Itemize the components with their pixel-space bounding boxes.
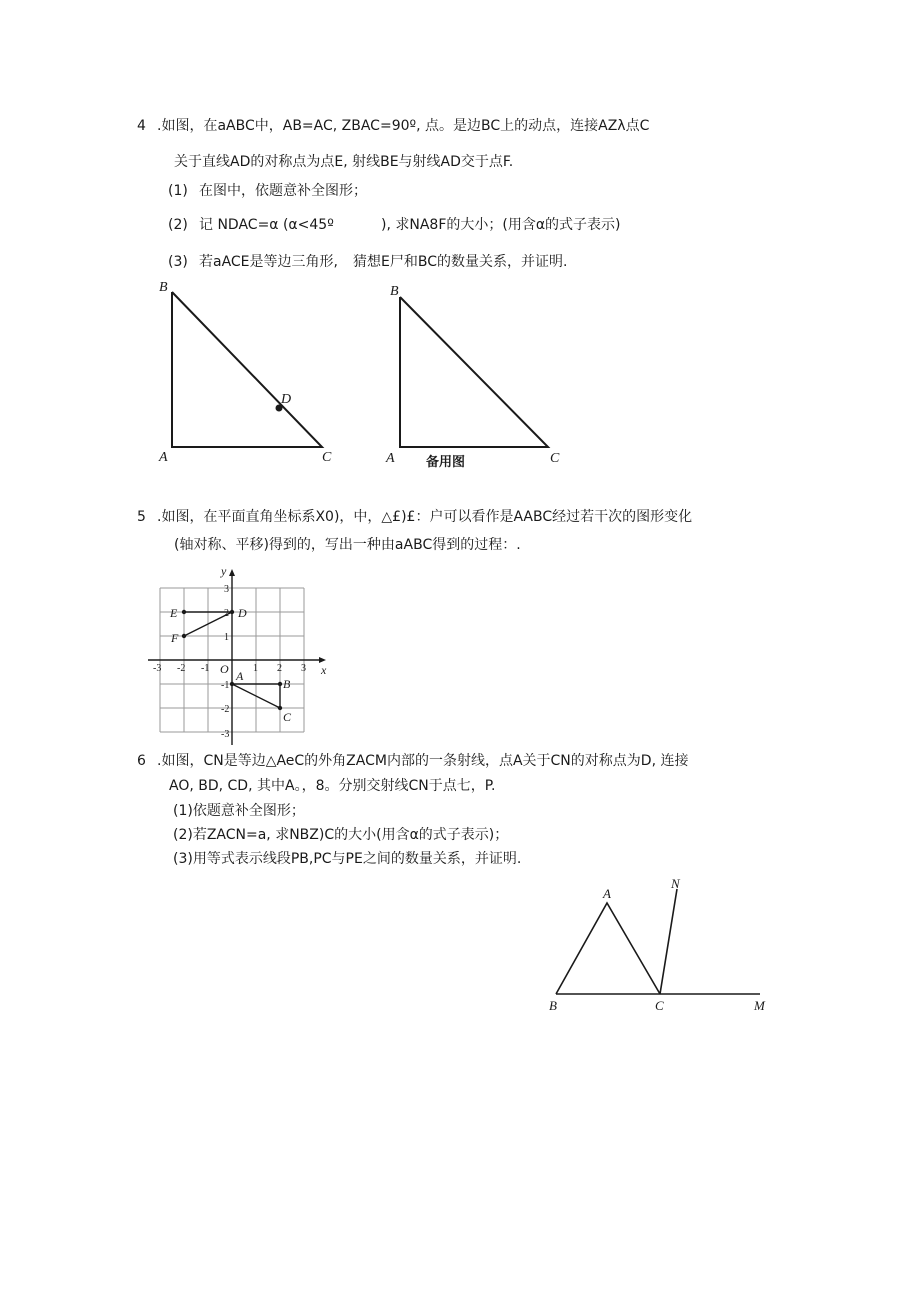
point-a [230, 682, 234, 686]
q4-part3-number: (3) [168, 254, 188, 270]
x-tick-2: 2 [277, 663, 282, 674]
y-tick-neg2: -2 [221, 704, 230, 715]
label-a: A [386, 451, 395, 466]
q5-number: 5 [137, 509, 146, 525]
point-b [278, 682, 282, 686]
triangle-abc [556, 903, 660, 994]
point-c [278, 706, 282, 710]
axis-label-x: x [321, 663, 327, 677]
x-tick-neg3: -3 [153, 663, 162, 674]
q4-part2-text-a: 记 NDAC=α (α<45º [199, 217, 334, 233]
label-b: B [283, 677, 291, 691]
q4-stem-line1: .如图，在aABC中，AB=AC, ZBAC=90º, 点。是边BC上的动点，连接AZλ点C [157, 118, 650, 134]
x-tick-1: 1 [253, 663, 258, 674]
label-d: D [238, 606, 247, 620]
label-a: A [159, 450, 168, 465]
label-e: E [170, 606, 178, 620]
ray-cn [660, 889, 677, 994]
label-n: N [671, 876, 680, 891]
q5-coordinate-grid [140, 560, 340, 745]
label-d: D [281, 392, 292, 407]
y-tick-1: 1 [224, 632, 229, 643]
x-tick-neg2: -2 [177, 663, 186, 674]
point-e [182, 610, 186, 614]
label-b: B [549, 998, 557, 1013]
label-a: A [603, 886, 611, 901]
y-axis-arrow [229, 569, 235, 576]
axis-label-y: y [221, 564, 227, 578]
label-c: C [550, 451, 560, 466]
q6-number: 6 [137, 753, 146, 769]
triangle-abc [172, 292, 322, 447]
q6-part3-text: (3)用等式表示线段PB,PC与PE之间的数量关系，并证明. [173, 851, 522, 867]
q4-figure-spare [380, 275, 580, 470]
q6-stem-line2: AO, BD, CD, 其中A。，8。分别交射线CN于点七，P. [169, 778, 496, 794]
point-f [182, 634, 186, 638]
triangle-abc-spare [400, 297, 548, 447]
q5-stem-line2: (轴对称、平移)得到的，写出一种由aABC得到的过程：. [174, 537, 521, 553]
q4-part3-text-b: 猜想E尸和BC的数量关系，并证明. [353, 254, 568, 270]
label-c: C [655, 998, 664, 1013]
point-d [230, 610, 234, 614]
label-c: C [322, 450, 332, 465]
q6-stem-line1: .如图，CN是等边△AeC的外角ZACM内部的一条射线，点A关于CN的对称点为D, 连接 [157, 753, 689, 769]
q6-part2-text: (2)若ZACN=a, 求NBZ)C的大小(用含α的式子表示)； [173, 827, 509, 843]
label-a: A [236, 669, 244, 683]
y-tick-neg1: -1 [221, 680, 230, 691]
label-m: M [754, 998, 765, 1013]
q4-stem-line2: 关于直线AD的对称点为点E, 射线BE与射线AD交于点F. [174, 154, 514, 170]
q4-part1-text: 在图中，依题意补全图形； [199, 183, 367, 199]
q4-part2-number: (2) [168, 217, 188, 233]
label-b: B [390, 284, 399, 299]
y-tick-neg3: -3 [221, 729, 230, 740]
q6-figure [540, 872, 780, 1017]
q4-number: 4 [137, 118, 146, 134]
q4-figure-main [150, 275, 350, 470]
spare-figure-caption: 备用图 [426, 455, 466, 470]
q4-part1-number: (1) [168, 183, 188, 199]
x-tick-3: 3 [301, 663, 306, 674]
y-tick-2: 2 [224, 608, 229, 619]
q5-stem-line1: .如图，在平面直角坐标系X0)，中，△£)£：户可以看作是AABC经过若干次的图形变化 [157, 509, 693, 525]
label-b: B [159, 280, 168, 295]
q4-part2-text-b: ), 求NA8F的大小；(用含α的式子表示) [381, 217, 621, 233]
label-c: C [283, 710, 292, 724]
q6-part1-text: (1)依题意补全图形； [173, 803, 305, 819]
label-f: F [171, 631, 179, 645]
q4-part3-text-a: 若aACE是等边三角形, [199, 254, 338, 270]
y-tick-3: 3 [224, 584, 229, 595]
origin-label: O [220, 662, 229, 676]
x-tick-neg1: -1 [201, 663, 210, 674]
